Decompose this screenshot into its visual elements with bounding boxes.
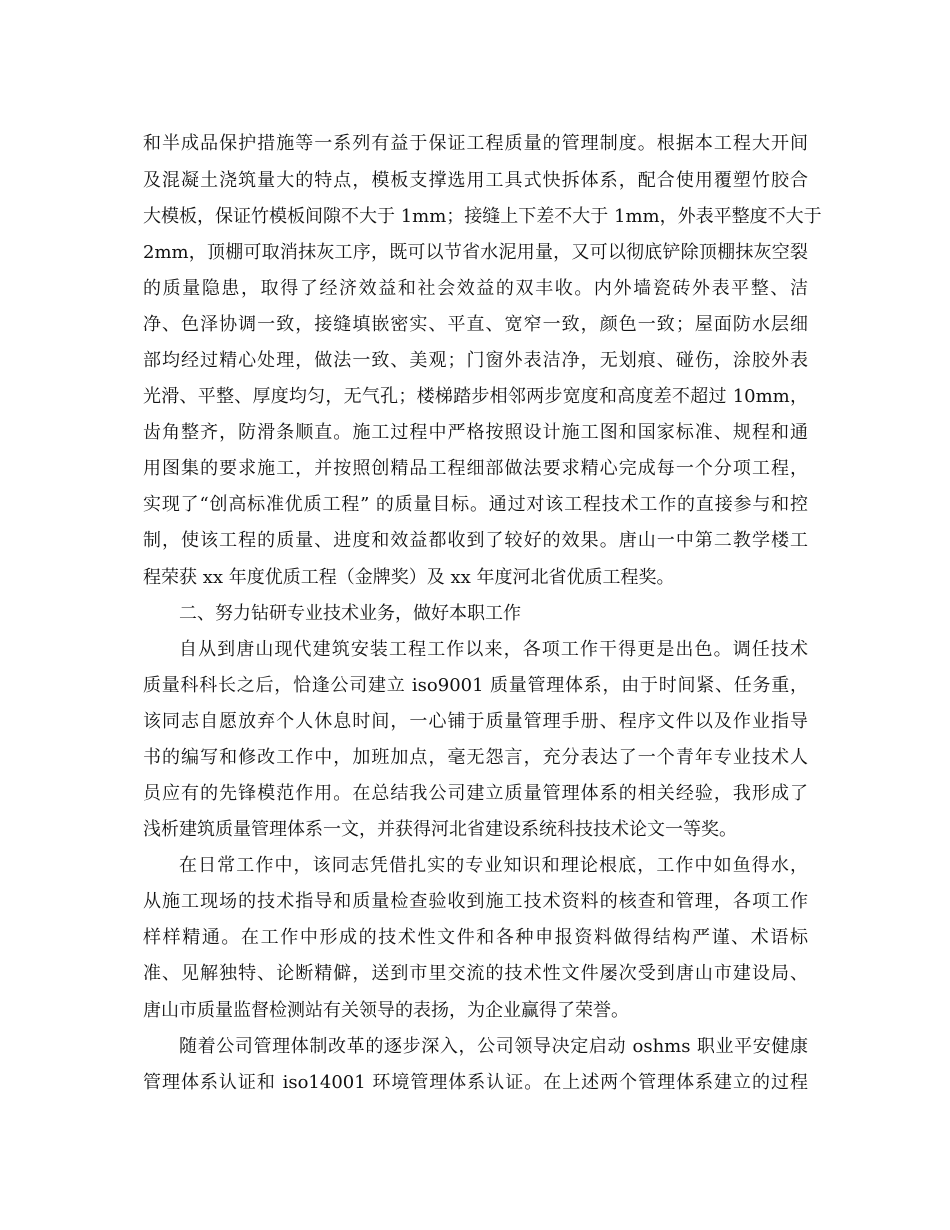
text-line: 用图集的要求施工，并按照创精品工程细部做法要求精心完成每一个分项工程，	[143, 458, 808, 479]
text-line: 质量科科长之后，恰逢公司建立 iso9001 质量管理体系，由于时间紧、任务重，	[143, 675, 808, 696]
text-line: 齿角整齐，防滑条顺直。施工过程中严格按照设计施工图和国家标准、规程和通	[143, 422, 808, 443]
text-line: 的质量隐患，取得了经济效益和社会效益的双丰收。内外墙瓷砖外表平整、洁	[143, 278, 808, 299]
text-line: 样样精通。在工作中形成的技术性文件和各种申报资料做得结构严谨、术语标	[143, 927, 808, 948]
text-line: 部均经过精心处理，做法一致、美观；门窗外表洁净，无划痕、碰伤，涂胶外表	[143, 350, 808, 371]
text-line: 制，使该工程的质量、进度和效益都收到了较好的效果。唐山一中第二教学楼工	[143, 530, 808, 551]
text-line: 及混凝土浇筑量大的特点，模板支撑选用工具式快拆体系，配合使用覆塑竹胶合	[143, 170, 808, 191]
text-line: 2mm，顶棚可取消抹灰工序，既可以节省水泥用量，又可以彻底铲除顶棚抹灰空裂	[143, 242, 808, 263]
text-line: 该同志自愿放弃个人休息时间，一心铺于质量管理手册、程序文件以及作业指导	[143, 711, 808, 732]
text-line: 随着公司管理体制改革的逐步深入，公司领导决定启动 oshms 职业平安健康	[179, 1036, 808, 1057]
text-line: 程荣获 xx 年度优质工程（金牌奖）及 xx 年度河北省优质工程奖。	[143, 567, 675, 588]
text-line: 书的编写和修改工作中，加班加点，毫无怨言，充分表达了一个青年专业技术人	[143, 747, 808, 768]
text-line: 员应有的先锋模范作用。在总结我公司建立质量管理体系的相关经验，我形成了	[143, 783, 808, 804]
text-line: 和半成品保护措施等一系列有益于保证工程质量的管理制度。根据本工程大开间	[143, 133, 808, 154]
text-line: 准、见解独特、论断精僻，送到市里交流的技术性文件屡次受到唐山市建设局、	[143, 963, 808, 984]
text-line: 唐山市质量监督检测站有关领导的表扬，为企业赢得了荣誉。	[143, 1000, 629, 1021]
text-line: 大模板，保证竹模板间隙不大于 1mm；接缝上下差不大于 1mm，外表平整度不大于	[143, 206, 822, 227]
text-line: 实现了“创高标准优质工程” 的质量目标。通过对该工程技术工作的直接参与和控	[143, 494, 808, 515]
text-line: 管理体系认证和 iso14001 环境管理体系认证。在上述两个管理体系建立的过程	[143, 1072, 808, 1093]
text-line: 浅析建筑质量管理体系一文，并获得河北省建设系统科技技术论文一等奖。	[143, 819, 737, 840]
section-heading: 二、努力钻研专业技术业务，做好本职工作	[179, 603, 521, 624]
text-line: 从施工现场的技术指导和质量检查验收到施工技术资料的核查和管理，各项工作	[143, 891, 808, 912]
text-line: 在日常工作中，该同志凭借扎实的专业知识和理论根底，工作中如鱼得水，	[179, 855, 808, 876]
text-line: 净、色泽协调一致，接缝填嵌密实、平直、宽窄一致，颜色一致；屋面防水层细	[143, 314, 808, 335]
text-line: 光滑、平整、厚度均匀，无气孔；楼梯踏步相邻两步宽度和高度差不超过 10mm，	[143, 386, 808, 407]
text-line: 自从到唐山现代建筑安装工程工作以来，各项工作干得更是出色。调任技术	[179, 639, 808, 660]
